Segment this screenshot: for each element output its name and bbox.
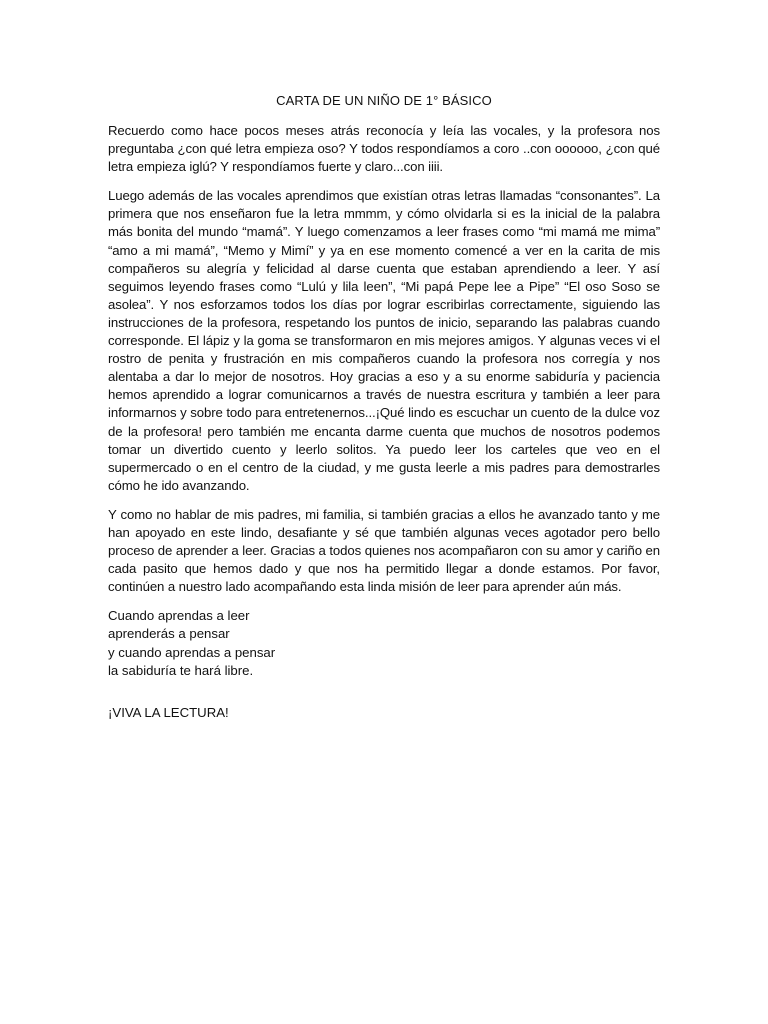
document-page bbox=[108, 92, 660, 722]
poem-line: aprenderás a pensar bbox=[108, 626, 230, 642]
closing-exclamation: ¡VIVA LA LECTURA! bbox=[108, 704, 229, 720]
paragraph-vowels: Recuerdo como hace pocos meses atrás reconocía y leía las vocales, y la profesora nos preguntaba ¿con qué letra empieza oso? Y todos respondíamos a coro ..con oooooo, ¿con qué letra empieza iglú? Y respondíamos fuerte y claro...con iiii. bbox=[108, 123, 660, 175]
poem-line: y cuando aprendas a pensar bbox=[108, 644, 276, 660]
paragraph-parents: Y como no hablar de mis padres, mi familia, si también gracias a ellos he avanzado tanto y me han apoyado en este lindo, desafiante y sé que también algunas veces agotador pero bello proceso de aprender a leer. Gracias a todos quienes nos acompañaron con su amor y cariño en cada pasito que hemos dado y que nos ha permitido llegar a donde estamos. Por favor, continúen a nuestro lado acompañando esta linda misión de leer para aprender aún más. bbox=[108, 506, 660, 595]
poem-block bbox=[108, 607, 660, 679]
poem-line: Cuando aprendas a leer bbox=[108, 608, 250, 624]
paragraph-consonants: Luego además de las vocales aprendimos que existían otras letras llamadas “consonantes”. La primera que nos enseñaron fue la letra mmmm, y cómo olvidarla si es la inicial de la palabra más bonita del mundo “mamá”. Y luego comenzamos a leer frases como “mi mamá me mima” “amo a mi mamá”, “Memo y Mimí” y ya en ese momento comencé a ver en la carita de mis compañeros su alegría y felicidad al darse cuenta que estaban aprendiendo a leer. Y así seguimos leyendo frases como “Lulú y lila leen”, “Mi papá Pepe lee a Pipe” “El oso Soso se asolea”. Y nos esforzamos todos los días por lograr escribirlas correctamente, siguiendo las instrucciones de la profesora, respetando los puntos de inicio, separando las palabras cuando corresponde. El lápiz y la goma se transformaron en mis mejores amigos. Y algunas veces vi el rostro de penita y frustración en mis compañeros cuando la profesora nos corregía y nos alentaba a dar lo mejor de nosotros. Hoy gracias a eso y a su enorme sabiduría y paciencia hemos aprendido a lograr comunicarnos a través de nuestra escritura y también a leer para informarnos y sobre todo para entretenernos...¡Qué lindo es escuchar un cuento de la dulce voz de la profesora! pero también me encanta darme cuenta que muchos de nosotros podemos tomar un divertido cuento y leerlo solitos. Ya puedo leer los carteles que veo en el supermercado o en el centro de la ciudad, y me gusta leerle a mis padres para demostrarles cómo he ido avanzando. bbox=[108, 188, 660, 493]
letter-title: CARTA DE UN NIÑO DE 1° BÁSICO bbox=[276, 93, 492, 108]
poem-line: la sabiduría te hará libre. bbox=[108, 662, 254, 678]
